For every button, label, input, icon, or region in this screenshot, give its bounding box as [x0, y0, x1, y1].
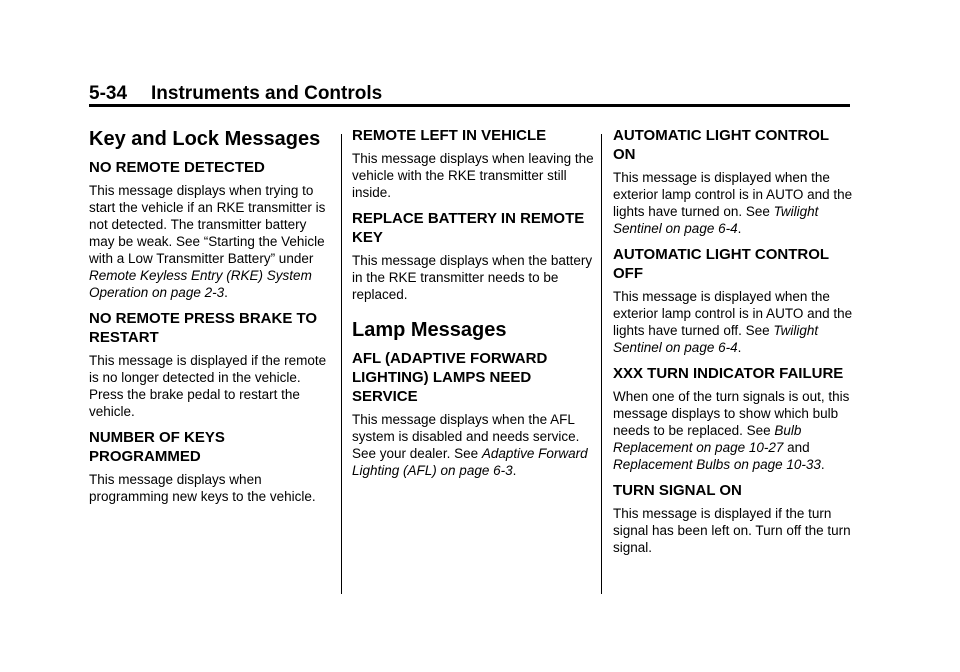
text-run: When one of the turn signals is out, this message displays to show which bulb needs to be replaced. See: [613, 389, 850, 438]
cross-reference-twilight-1[interactable]: Twilight Sentinel on page 6-4: [613, 204, 819, 236]
text-replace-battery: This message displays when the battery in the RKE transmitter needs to be replaced.: [352, 253, 593, 302]
text-remote-left: This message displays when leaving the vehicle with the RKE transmitter still inside.: [352, 151, 594, 200]
text-auto-light-on: [613, 169, 853, 237]
heading-turn-signal-on: TURN SIGNAL ON: [613, 482, 742, 499]
heading-number-of-keys: NUMBER OF KEYS PROGRAMMED: [89, 429, 225, 465]
text-turn-signal-on: This message is displayed if the turn signal has been left on. Turn off the turn signal.: [613, 506, 851, 555]
chapter-title: Instruments and Controls: [151, 83, 383, 104]
text-no-remote-press-brake: This message is displayed if the remote is no longer detected in the vehicle. Press the brake pedal to restart the vehicle.: [89, 353, 327, 419]
column-divider-2: [601, 134, 602, 594]
cross-reference-twilight-2[interactable]: Twilight Sentinel on page 6-4: [613, 323, 819, 355]
heading-afl: AFL (ADAPTIVE FORWARD LIGHTING) LAMPS NEED SERVICE: [352, 350, 548, 405]
column-1: [89, 126, 334, 513]
heading-auto-light-off: AUTOMATIC LIGHT CONTROL OFF: [613, 246, 829, 282]
column-divider-1: [341, 134, 342, 594]
cross-reference-rke[interactable]: Remote Keyless Entry (RKE) System Operation on page 2-3: [89, 268, 312, 300]
heading-auto-light-on: AUTOMATIC LIGHT CONTROL ON: [613, 127, 829, 163]
text-run: .: [737, 340, 742, 355]
cross-reference-bulb-replacement[interactable]: Bulb Replacement on page 10-27: [613, 423, 802, 455]
text-no-remote-detected: [89, 182, 334, 301]
text-run: This message is displayed when the exterior lamp control is in AUTO and the lights have turned off. See: [613, 289, 853, 338]
cross-reference-afl[interactable]: Adaptive Forward Lighting (AFL) on page 6-3: [352, 446, 588, 478]
text-run: .: [224, 285, 228, 300]
header-rule: [89, 104, 850, 107]
section-title-key-lock: Key and Lock Messages: [89, 128, 321, 150]
text-run: This message is displayed when the exterior lamp control is in AUTO and the lights have turned on. See: [613, 170, 853, 219]
heading-no-remote-press-brake: NO REMOTE PRESS BRAKE TO RESTART: [89, 310, 318, 346]
text-run: .: [820, 457, 825, 472]
text-run: and: [783, 440, 810, 455]
text-run: .: [512, 463, 517, 478]
text-afl: [352, 411, 597, 479]
page-number: 5-34: [89, 83, 128, 104]
cross-reference-replacement-bulbs[interactable]: Replacement Bulbs on page 10-33: [613, 457, 821, 472]
section-title-lamp: Lamp Messages: [352, 319, 507, 341]
heading-replace-battery: REPLACE BATTERY IN REMOTE KEY: [352, 210, 585, 246]
page-header: [89, 83, 382, 105]
text-run: This message displays when the AFL system is disabled and needs service. See your dealer. See: [352, 412, 580, 461]
column-2: [352, 126, 597, 487]
heading-remote-left: REMOTE LEFT IN VEHICLE: [352, 127, 547, 144]
column-3: [613, 126, 853, 564]
text-run: .: [737, 221, 742, 236]
text-auto-light-off: [613, 288, 853, 356]
text-number-of-keys: This message displays when programming new keys to the vehicle.: [89, 472, 316, 504]
heading-no-remote-detected: NO REMOTE DETECTED: [89, 159, 265, 176]
text-run: This message displays when trying to start the vehicle if an RKE transmitter is not detected. The transmitter battery may be weak. See “Starting the Vehicle with a Low Transmitter Battery” under: [89, 183, 326, 266]
heading-turn-indicator-failure: XXX TURN INDICATOR FAILURE: [613, 365, 844, 382]
text-turn-indicator-failure: [613, 388, 853, 473]
